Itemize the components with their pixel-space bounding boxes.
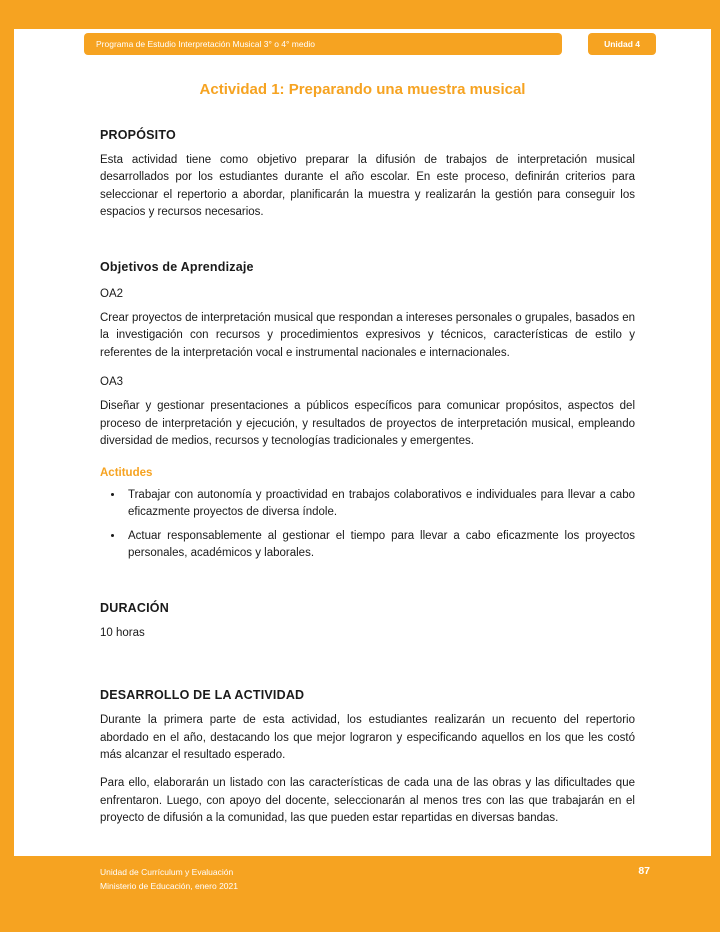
proposito-paragraph: Esta actividad tiene como objetivo preparar la difusión de trabajos de interpretación musical desarrollados por los estudiantes durante el año escolar. En este proceso, definirán criterios para seleccionar el repertorio a abordar, planificarán la muestra y realizarán la gestión para conseguir los espacios y recursos necesarios. <box>100 154 635 219</box>
footer-line-1: Unidad de Currículum y Evaluación <box>100 867 234 877</box>
page-footer <box>0 856 720 932</box>
desarrollo-paragraph: Para ello, elaborarán un listado con las características de cada una de las obras y las dificultades que enfrentaron. Luego, con apoyo del docente, seleccionarán al menos tres con las que trabajarán en el proyecto de difusión a la comunidad, las que pueden estar repartidas en diversas bandas. <box>100 777 635 825</box>
section-heading-objetivos: Objetivos de Aprendizaje <box>100 259 254 274</box>
program-title: Programa de Estudio Interpretación Musical 3° o 4° medio <box>96 39 315 49</box>
footer-line-2: Ministerio de Educación, enero 2021 <box>100 880 238 891</box>
page-number: 87 <box>638 865 650 877</box>
section-heading-proposito: PROPÓSITO <box>100 128 176 142</box>
oa2-label: OA2 <box>100 287 124 300</box>
duracion-value: 10 horas <box>100 626 145 639</box>
unit-badge <box>588 33 656 55</box>
oa3-label: OA3 <box>100 376 124 389</box>
actitudes-list <box>100 487 635 563</box>
section-heading-desarrollo: DESARROLLO DE LA ACTIVIDAD <box>100 688 305 703</box>
subsection-heading-actitudes: Actitudes <box>100 466 153 479</box>
actitudes-list-item: • Actuar responsablemente al gestionar el tiempo para llevar a cabo eficazmente los proyectos personales, académicos y laborales. <box>124 528 635 563</box>
actitudes-list-item: • Trabajar con autonomía y proactividad en trabajos colaborativos e individuales para llevar a cabo eficazmente proyectos de diversa índole. <box>124 487 635 522</box>
footer-credits <box>100 866 238 893</box>
oa3-paragraph: Diseñar y gestionar presentaciones a públicos específicos para comunicar propósitos, aspectos del proceso de interpretación y ejecución, y resultados de proyectos de interpretación musical, empleando diversidad de medios, recursos y tecnologías tradicionales y emergentes. <box>100 400 635 448</box>
activity-title: Actividad 1: Preparando una muestra musical <box>199 81 526 98</box>
page-content <box>14 128 711 828</box>
oa2-paragraph: Crear proyectos de interpretación musical que respondan a intereses personales o grupales, basados en la investigación con recursos y procedimientos expresivos y técnicos, características de estilo y referentes de la interpretación vocal e instrumental nacionales e internacionales. <box>100 311 635 359</box>
section-heading-duracion: DURACIÓN <box>100 600 169 615</box>
unit-badge-label: Unidad 4 <box>604 39 640 49</box>
page-sheet <box>14 29 711 856</box>
desarrollo-paragraph: Durante la primera parte de esta actividad, los estudiantes realizarán un recuento del repertorio abordado en el año, destacando los que mejor lograron y especificando aquellos en los que les costó más alcanzar el resultado esperado. <box>100 714 635 761</box>
program-title-bar <box>84 33 562 55</box>
